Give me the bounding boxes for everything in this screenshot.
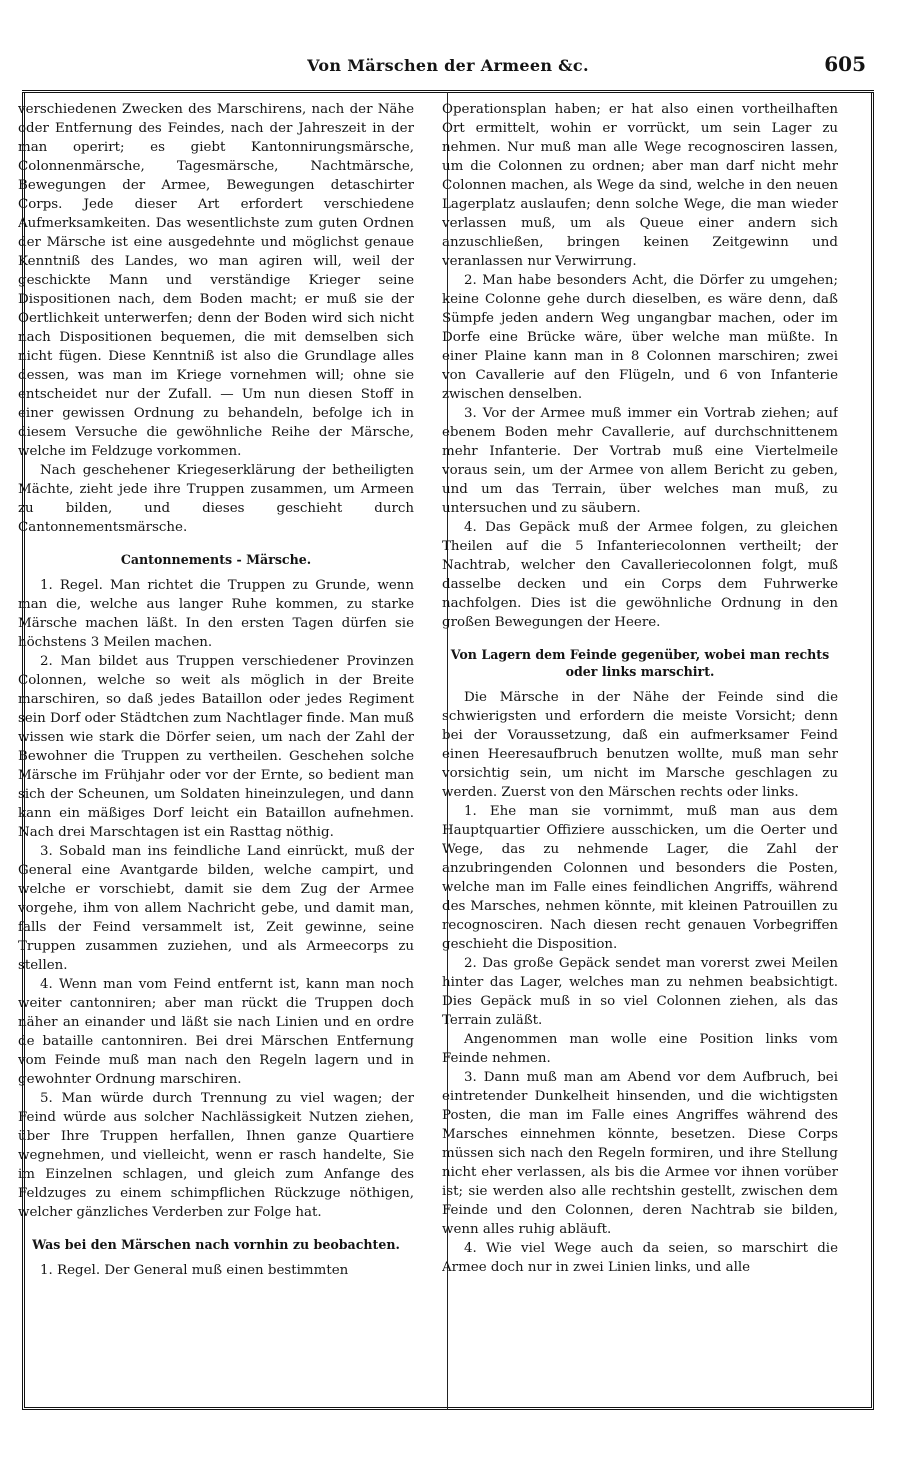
paragraph: Operationsplan haben; er hat also einen vortheilhaften Ort ermittelt, wohin er vorrückt, um sein Lager zu nehmen. Nur muß man alle Wege recognosciren lassen, um die Colonnen zu ordnen; aber man darf nicht mehr Colonnen machen, als Wege da sind, welche in den neuen Lagerplatz auslaufen; denn solche Wege, die man wieder verlassen muß, um als Queue einer andern sich anzuschließen, bringen keinen Zeitgewinn und veranlassen nur Verwirrung. [442, 102, 838, 269]
paragraph: 3. Sobald man ins feindliche Land einrückt, muß der General eine Avantgarde bilden, welche campirt, und welche er vorschiebt, damit sie dem Zug der Armee vorgehe, ihm von allem Nachricht gebe, und damit man, falls der Feind versammelt ist, Zeit gewinne, seine Truppen zusammen zuziehen, und als Armeecorps zu stellen. [18, 844, 414, 973]
paragraph: Angenommen man wolle eine Position links vom Feinde nehmen. [442, 1032, 838, 1066]
section-heading: Cantonnements - Märsche. [120, 552, 312, 567]
section-heading: Was bei den Märschen nach vornhin zu beobachten. [32, 1237, 400, 1252]
paragraph: 5. Man würde durch Trennung zu viel wagen; der Feind würde aus solcher Nachlässigkeit Nutzen ziehen, über Ihre Truppen herfallen, Ihnen ganze Quartiere wegnehmen, und vielleicht, wenn er rasch handelte, Sie im Einzelnen schlagen, und gleich zum Anfange des Feldzuges zu einem schimpflichen Rückzuge nöthigen, welcher gänzliches Verderben zur Folge hat. [18, 1091, 414, 1220]
paragraph: 4. Wie viel Wege auch da seien, so marschirt die Armee doch nur in zwei Linien links, und alle [442, 1241, 838, 1275]
paragraph: 2. Man habe besonders Acht, die Dörfer zu umgehen; keine Colonne gehe durch dieselben, es wäre denn, daß Sümpfe jeden andern Weg ungangbar machen, oder im Dorfe eine Brücke wäre, über welche man müßte. In einer Plaine kann man in 8 Colonnen marschiren; zwei von Cavallerie auf den Flügeln, und 6 von Infanterie zwischen denselben. [442, 273, 838, 402]
paragraph: 3. Vor der Armee muß immer ein Vortrab ziehen; auf ebenem Boden mehr Cavallerie, auf durchschnittenem mehr Infanterie. Der Vortrab muß eine Viertelmeile voraus sein, um der Armee von allem Bericht zu geben, und um das Terrain, über welches man muß, zu untersuchen und zu säubern. [442, 406, 838, 516]
right-column [442, 100, 838, 1400]
paragraph: Nach geschehener Kriegeserklärung der betheiligten Mächte, zieht jede ihre Truppen zusammen, um Armeen zu bilden, und dieses geschieht durch Cantonnementsmärsche. [18, 463, 414, 535]
paragraph: 1. Ehe man sie vornimmt, muß man aus dem Hauptquartier Offiziere ausschicken, um die Oerter und Wege, das zu nehmende Lager, die Zahl der anzubringenden Colonnen und besonders die Posten, welche man im Falle eines feindlichen Angriffs, während des Marsches, nehmen könnte, mit kleinen Patrouillen zu recognosciren. Nach diesen recht genauen Vorbegriffen geschieht die Disposition. [442, 804, 838, 952]
left-column [18, 100, 414, 1400]
section-heading: Von Lagern dem Feinde gegenüber, wobei man rechts oder links marschirt. [450, 647, 830, 679]
paragraph: 3. Dann muß man am Abend vor dem Aufbruch, bei eintretender Dunkelheit hinsenden, und die wichtigsten Posten, die man im Falle eines Angriffes während des Marsches einnehmen könnte, besetzen. Diese Corps müssen sich nach den Regeln formiren, und ihre Stellung nicht eher verlassen, als bis die Armee vor ihnen vorüber ist; sie werden also alle rechtshin gestellt, zwischen dem Feinde und den Colonnen, deren Nachtrab sie bilden, wenn alles ruhig abläuft. [442, 1070, 838, 1237]
page-number: 605 [824, 52, 866, 76]
running-title: Von Märschen der Armeen &c. [307, 56, 589, 75]
paragraph: 1. Regel. Der General muß einen bestimmten [40, 1263, 349, 1278]
paragraph: verschiedenen Zwecken des Marschirens, nach der Nähe oder Entfernung des Feindes, nach der Jahreszeit in der man operirt; es giebt Kantonnirungsmärsche, Colonnenmärsche, Tagesmärsche, Nachtmärsche, Bewegungen der Armee, Bewegungen detaschirter Corps. Jede dieser Art erfordert verschiedene Aufmerksamkeiten. Das wesentlichste zum guten Ordnen der Märsche ist eine ausgedehnte und möglichst genaue Kenntniß des Landes, wo man agiren will, weil der geschickte Mann und verständige Krieger seine Dispositionen nach, dem Boden macht; er muß sie der Oertlichkeit unterwerfen; denn der Boden wird sich nicht nach Dispositionen bequemen, die mit demselben sich nicht fügen. Diese Kenntniß ist also die Grundlage alles dessen, was man im Kriege vornehmen will; ohne sie entscheidet nur der Zufall. — Um nun diesen Stoff in einer gewissen Ordnung zu behandeln, befolge ich in diesem Versuche die gewöhnliche Reihe der Märsche, welche im Feldzuge vorkommen. [18, 102, 414, 459]
paragraph: 1. Regel. Man richtet die Truppen zu Grunde, wenn man die, welche aus langer Ruhe kommen, zu starke Märsche machen läßt. In den ersten Tagen dürfen sie höchstens 3 Meilen machen. [18, 578, 414, 650]
paragraph: Die Märsche in der Nähe der Feinde sind die schwierigsten und erfordern die meiste Vorsicht; denn bei der Voraussetzung, daß ein aufmerksamer Feind einen Heeresaufbruch benutzen wollte, muß man sehr vorsichtig sein, um nicht im Marsche geschlagen zu werden. Zuerst von den Märschen rechts oder links. [442, 690, 838, 800]
page-header [22, 30, 874, 93]
paragraph: 4. Wenn man vom Feind entfernt ist, kann man noch weiter cantonniren; aber man rückt die Truppen doch näher an einander und läßt sie nach Linien und en ordre de bataille cantonniren. Bei drei Märschen Entfernung vom Feinde muß man nach den Regeln lagern und in gewohnter Ordnung marschiren. [18, 977, 414, 1087]
paragraph: 4. Das Gepäck muß der Armee folgen, zu gleichen Theilen auf die 5 Infanteriecolonnen vertheilt; der Nachtrab, welcher den Cavalleriecolonnen folgt, muß dasselbe decken und ein Corps dem Fuhrwerke nachfolgen. Dies ist die gewöhnliche Ordnung in den großen Bewegungen der Heere. [442, 520, 838, 630]
paragraph: 2. Das große Gepäck sendet man vorerst zwei Meilen hinter das Lager, welches man zu nehmen beabsichtigt. Dies Gepäck muß in so viel Colonnen ziehen, als das Terrain zuläßt. [442, 956, 838, 1028]
paragraph: 2. Man bildet aus Truppen verschiedener Provinzen Colonnen, welche so weit als möglich in der Breite marschiren, so daß jedes Bataillon oder jedes Regiment sein Dorf oder Städtchen zum Nachtlager finde. Man muß wissen wie stark die Dörfer seien, um nach der Zahl der Bewohner die Truppen zu vertheilen. Geschehen solche Märsche im Frühjahr oder vor der Ernte, so bedient man sich der Scheunen, um Soldaten hineinzulegen, und dann kann ein mäßiges Dorf leicht ein Bataillon aufnehmen. Nach drei Marschtagen ist ein Rasttag nöthig. [18, 654, 414, 840]
